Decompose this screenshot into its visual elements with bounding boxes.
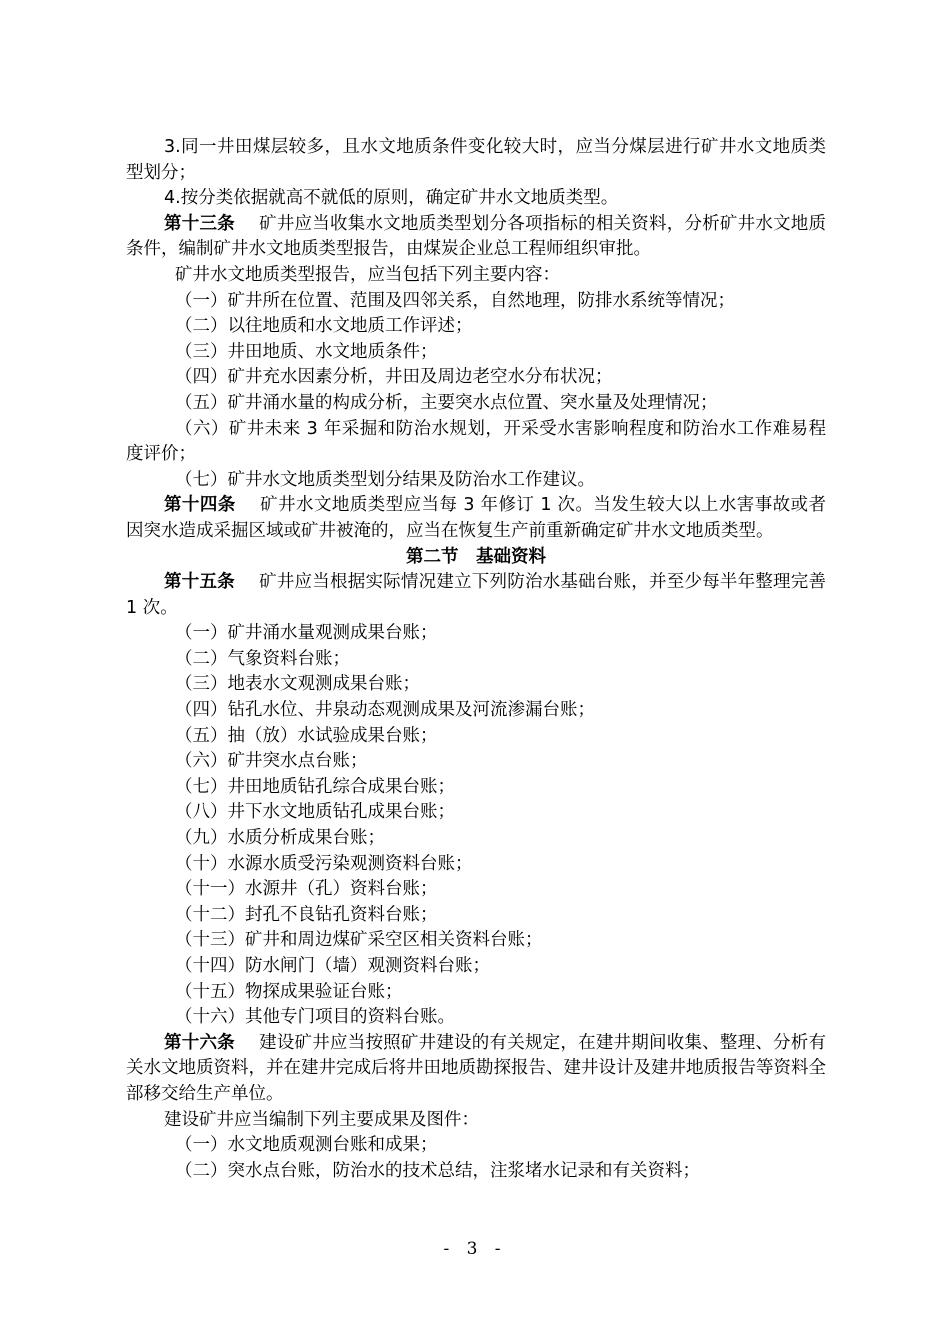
report-item-4: （四）矿井充水因素分析，井田及周边老空水分布状况； xyxy=(175,367,613,388)
section-heading: 第二节 基础资料 xyxy=(406,546,546,567)
build-item-2: （二）突水点台账，防治水的技术总结，注浆堵水记录和有关资料； xyxy=(175,1160,700,1181)
ledger-item-7: （七）井田地质钻孔综合成果台账； xyxy=(175,776,455,797)
article-15-label: 第十五条 xyxy=(164,572,235,593)
report-item-5: （五）矿井涌水量的构成分析，主要突水点位置、突水量及处理情况； xyxy=(175,392,718,413)
ledger-item-10: （十）水源水质受污染观测资料台账； xyxy=(175,853,473,874)
report-intro: 矿井水文地质类型报告，应当包括下列主要内容： xyxy=(175,264,560,285)
article-14-text: 矿井水文地质类型应当每 3 年修订 1 次。当发生较大以上水害事故或者因突水造成采掘区域或矿井被淹的，应当在恢复生产前重新确定矿井水文地质类型。 xyxy=(126,495,826,541)
ledger-item-1: （一）矿井涌水量观测成果台账； xyxy=(175,623,438,644)
ledger-item-11: （十一）水源井（孔）资料台账； xyxy=(175,879,438,900)
article-13-text: 矿井应当收集水文地质类型划分各项指标的相关资料，分析矿井水文地质条件，编制矿井水文地质类型报告，由煤炭企业总工程师组织审批。 xyxy=(126,213,826,260)
article-14-label: 第十四条 xyxy=(164,495,236,516)
article-13 xyxy=(126,212,826,263)
build-item-1: （一）水文地质观测台账和成果； xyxy=(175,1135,438,1156)
ledger-item-8: （八）井下水文地质钻孔成果台账； xyxy=(175,802,455,823)
report-item-6: （六）矿井未来 3 年采掘和防治水规划，开采受水害影响程度和防治水工作难易程度评价； xyxy=(126,418,826,465)
report-item-7: （七）矿井水文地质类型划分结果及防治水工作建议。 xyxy=(175,469,595,490)
report-item-1: （一）矿井所在位置、范围及四邻关系，自然地理，防排水系统等情况； xyxy=(175,290,735,311)
ledger-item-13: （十三）矿井和周边煤矿采空区相关资料台账； xyxy=(175,930,543,951)
article-16 xyxy=(126,1031,826,1108)
paragraph-clause-4: 4.按分类依据就高不就低的原则，确定矿井水文地质类型。 xyxy=(164,188,619,209)
ledger-item-5: （五）抽（放）水试验成果台账； xyxy=(175,725,438,746)
ledger-item-2: （二）气象资料台账； xyxy=(175,648,350,669)
ledger-item-3: （三）地表水文观测成果台账； xyxy=(175,674,420,695)
article-16-label: 第十六条 xyxy=(164,1032,235,1053)
article-16-text: 建设矿井应当按照矿井建设的有关规定，在建井期间收集、整理、分析有关水文地质资料，并在建井完成后将井田地质勘探报告、建井设计及建井地质报告等资料全部移交给生产单位。 xyxy=(126,1032,826,1104)
ledger-item-6: （六）矿井突水点台账； xyxy=(175,751,368,772)
article-13-label: 第十三条 xyxy=(164,213,235,234)
ledger-item-9: （九）水质分析成果台账； xyxy=(175,828,385,849)
document-body xyxy=(126,135,826,1184)
ledger-item-16: （十六）其他专门项目的资料台账。 xyxy=(175,1007,455,1028)
ledger-item-12: （十二）封孔不良钻孔资料台账； xyxy=(175,904,438,925)
ledger-item-15: （十五）物探成果验证台账； xyxy=(175,981,403,1002)
article-14 xyxy=(126,493,826,544)
ledger-item-14: （十四）防水闸门（墙）观测资料台账； xyxy=(175,956,490,976)
report-item-2: （二）以往地质和水文地质工作评述； xyxy=(175,316,473,337)
page-number: - 3 - xyxy=(443,1239,507,1259)
build-intro: 建设矿井应当编制下列主要成果及图件： xyxy=(164,1109,479,1130)
article-15 xyxy=(126,570,826,621)
ledger-item-4: （四）钻孔水位、井泉动态观测成果及河流渗漏台账； xyxy=(175,700,595,721)
article-15-text: 矿井应当根据实际情况建立下列防治水基础台账，并至少每半年整理完善 1 次。 xyxy=(126,572,826,618)
report-item-3: （三）井田地质、水文地质条件； xyxy=(175,341,438,362)
paragraph-clause-3: 3.同一井田煤层较多，且水文地质条件变化较大时，应当分煤层进行矿井水文地质类型划分； xyxy=(126,137,826,183)
